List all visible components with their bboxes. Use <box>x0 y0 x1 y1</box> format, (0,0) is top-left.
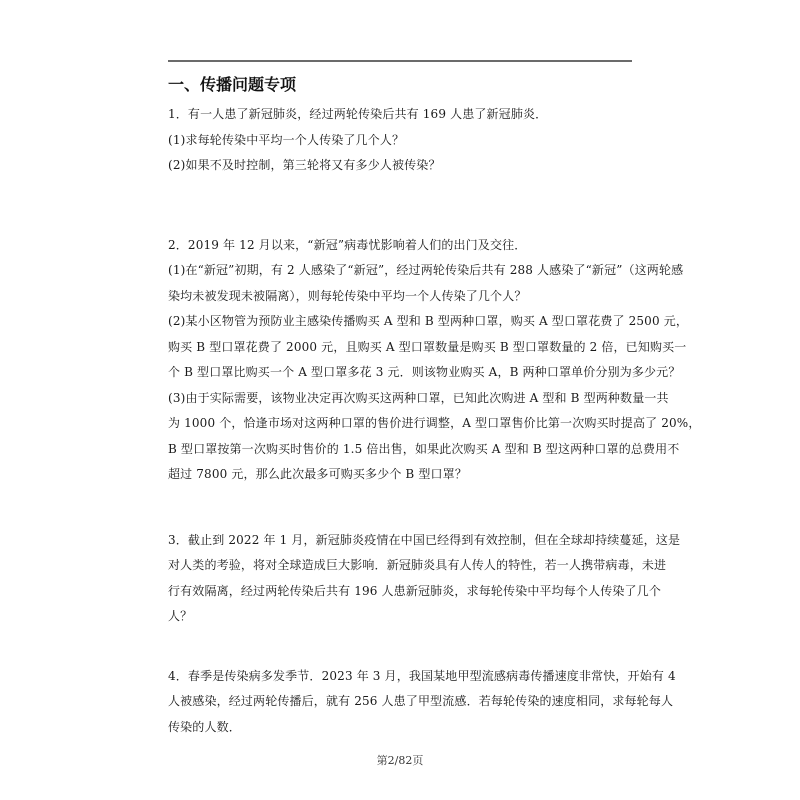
spacer <box>168 488 634 528</box>
question-part: (1)在“新冠”初期，有 2 人感染了“新冠”，经过两轮传染后共有 288 人感染了“新冠”（这两轮感 <box>168 263 684 277</box>
question-part: B 型口罩按第一次购买时售价的 1.5 倍出售，如果此次购买 A 型和 B 型这两种口罩的总费用不 <box>168 441 680 456</box>
section-title: 一、传播问题专项 <box>168 75 297 94</box>
question-part: 个 B 型口罩比购买一个 A 型口罩多花 3 元．则该物业购买 A，B 两种口罩单价分别为多少元？ <box>168 365 681 379</box>
question-part: 染均未被发现未被隔离），则每轮传染中平均一个人传染了几个人？ <box>168 288 527 303</box>
page-number: 第2/82页 <box>376 754 424 767</box>
question-text: 行有效隔离，经过两轮传染后共有 196 人患新冠肺炎，求每轮传染中平均每个人传染了几个 <box>168 583 661 598</box>
question-part: 为 1000 个，恰逢市场对这两种口罩的售价进行调整，A 型口罩售价比第一次购买时提高了 20%， <box>168 416 701 430</box>
question-3 <box>168 528 681 630</box>
question-text: 传染的人数． <box>168 719 241 734</box>
question-text: 2．2019 年 12 月以来，“新冠”病毒忧影响着人们的出门及交往． <box>168 237 527 252</box>
question-part: (2)某小区物管为预防业主感染传播购买 A 型和 B 型两种口罩，购买 A 型口罩花费了 2500 元， <box>168 314 689 328</box>
spacer <box>168 179 634 233</box>
question-part: 超过 7800 元，那么此次最多可购买多少个 B 型口罩？ <box>168 467 467 481</box>
spacer <box>168 630 634 664</box>
question-4 <box>168 664 676 741</box>
question-text: 4．春季是传染病多发季节．2023 年 3 月，我国某地甲型流感病毒传播速度非常快，开始有 4 <box>168 668 676 683</box>
question-part: 购买 B 型口罩花费了 2000 元，且购买 A 型口罩数量是购买 B 型口罩数量的 2 倍，已知购买一 <box>168 339 687 354</box>
question-part: (3)由于实际需要，该物业决定再次购买这两种口罩，已知此次购进 A 型和 B 型两种数量一共 <box>168 390 669 405</box>
question-2 <box>168 233 701 488</box>
question-text: 3．截止到 2022 年 1 月，新冠肺炎疫情在中国已经得到有效控制，但在全球却持续蔓延，这是 <box>168 532 681 547</box>
question-text: 1．有一人患了新冠肺炎，经过两轮传染后共有 169 人患了新冠肺炎． <box>168 107 548 121</box>
question-text: 人？ <box>168 609 193 623</box>
document-body <box>168 72 701 740</box>
question-part: (1)求每轮传染中平均一个人传染了几个人？ <box>168 132 405 147</box>
header-rule <box>168 60 632 62</box>
question-text: 对人类的考验，将对全球造成巨大影响．新冠肺炎具有人传人的特性，若一人携带病毒，未进 <box>168 558 667 572</box>
question-part: (2)如果不及时控制，第三轮将又有多少人被传染？ <box>168 158 441 172</box>
question-1 <box>168 102 634 179</box>
question-text: 人被感染，经过两轮传播后，就有 256 人患了甲型流感．若每轮传染的速度相同，求每轮每人 <box>168 694 674 708</box>
